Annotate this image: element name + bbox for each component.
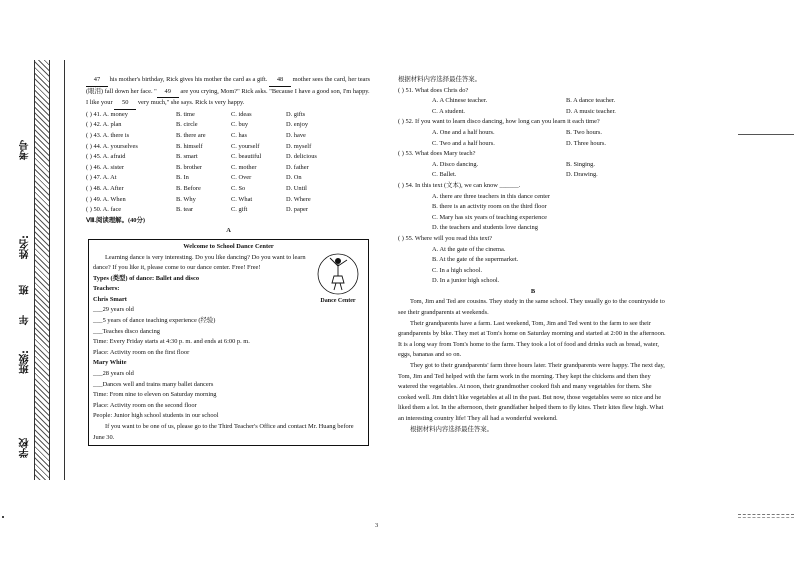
answer-d: D. A music teacher. [566, 107, 616, 115]
dance-center-badge: Dance Center [320, 297, 356, 304]
answer-b: B. Singing. [566, 160, 595, 168]
answer-a: A. A Chinese teacher. [432, 97, 488, 105]
answer-a: A. Disco dancing. [432, 160, 479, 168]
option-c: C. So [231, 184, 246, 192]
option-b: B. there are [176, 131, 206, 139]
option-c: C. buy [231, 121, 249, 129]
option-q: ( ) 47. A. At [86, 174, 117, 182]
option-d: D. Where [286, 195, 311, 203]
answer-b: B. Two hours. [566, 128, 603, 136]
spacer [398, 107, 432, 118]
blank-49: 49 [157, 87, 179, 99]
option-b: B. brother [176, 163, 202, 171]
label-grade-char: 年 [20, 315, 31, 325]
label-school: 学校 [20, 438, 31, 458]
notice-types: Types (类型) of dance: Ballet and disco [93, 274, 200, 282]
question-stem: ( ) 52. If you want to learn disco dancing, how long can you learn it each time? [398, 118, 600, 126]
option-row [86, 163, 371, 174]
label-class: 班级: [20, 350, 31, 374]
teacher-2-age: ___28 years old [93, 370, 134, 378]
label-name: 姓名: [20, 235, 31, 259]
option-c: C. yourself [231, 142, 260, 150]
blank-48: 48 [269, 75, 291, 87]
questions-51-53 [398, 86, 668, 181]
passage-a-label: A [226, 227, 231, 235]
option-q: ( ) 45. A. afraid [86, 153, 126, 161]
option-c: C. What [231, 195, 253, 203]
passage-b-label: B [530, 287, 536, 295]
blank-47: 47 [86, 75, 108, 87]
page-number: 3 [375, 522, 379, 529]
q55-stem: ( ) 55. Where will you read this text? [398, 234, 493, 242]
option-c: C. Over [231, 174, 252, 182]
option-c: C. has [231, 131, 247, 139]
option-row [86, 195, 371, 206]
right-margin-rule [738, 134, 794, 135]
cloze-text-1: his mother's birthday, Rick gives his mother the card as a gift. [109, 76, 268, 83]
spacer [398, 170, 432, 181]
label-class-char: 班 [20, 285, 31, 295]
option-b: B. himself [176, 142, 203, 150]
answer-row [398, 96, 668, 107]
spacer [398, 96, 432, 107]
teacher-1-time: Time: Every Friday starts at 4:30 p. m. and ends at 6:00 p. m. [93, 338, 250, 346]
right-column [398, 75, 668, 435]
option-q: ( ) 42. A. plan [86, 121, 122, 129]
q55-options [398, 245, 668, 287]
option-q: ( ) 49. A. When [86, 195, 126, 203]
right-margin-dash-1 [738, 514, 794, 515]
teacher-1-age: ___29 years old [93, 306, 134, 314]
notice-people: People: Junior high school students in our school [93, 412, 219, 420]
passage-b-paragraph: They got to their grandparents' farm three hours later. Their grandparents were happy. The next day, Tom, Jim and Ted helped with the farm work in the morning. They kept the chickens and then they watered the vegetables. At noon, their grandmother cooked fish and many vegetables for them. She cooked well. Jim didn't like vegetables at all in the past. But now, those vegetables were so nice and he liked them a lot. In the afternoon, their grandfather helped them to fly kites. Their kites flew high. What an interesting country life! They all had a wonderful weekend. [398, 362, 665, 422]
cloze-text-2: mother sees the card, her tears (眼泪) fall down her face. " [86, 76, 371, 95]
option-d: D. gifts [286, 110, 306, 118]
option-row [86, 120, 371, 131]
option-b: B. tear [176, 206, 194, 214]
blank-50: 50 [114, 98, 136, 110]
seal-line [64, 60, 65, 480]
q55-option: C. In a high school. [432, 266, 483, 274]
notice-teachers: Teachers: [93, 285, 120, 293]
answer-row [398, 170, 668, 181]
answer-c: C. Ballet. [432, 171, 457, 179]
dancer-illustration [314, 252, 362, 308]
option-b: B. Before [176, 184, 201, 192]
teacher-1-place: Place: Activity room on the first floor [93, 348, 190, 356]
teacher-2-time: Time: From nine to eleven on Saturday morning [93, 391, 217, 399]
answer-row [398, 139, 668, 150]
teacher-2-place: Place: Activity room on the second floor [93, 401, 197, 409]
option-d: D. On [286, 174, 302, 182]
option-row [86, 131, 371, 142]
option-q: ( ) 50. A. face [86, 206, 122, 214]
option-row [86, 142, 371, 153]
answer-d: D. Three hours. [566, 139, 606, 147]
question-stem: ( ) 53. What does Mary teach? [398, 150, 476, 158]
passage-b-paragraph: Their grandparents have a farm. Last weekend, Tom, Jim and Ted went to the farm to see their grandparents by bike. They met at Tom's home on Saturday morning and started at 2:00 in the afternoon. It is a long way from Tom's home to the farm. They took a lot of food and drinks such as bread, water, eggs, bananas and so on. [398, 319, 666, 359]
teacher-2-name: Mary White [93, 359, 127, 367]
cloze-text-3: are you crying, Mom?" Rick asks. "Because I have a good son, I'm happy. I like your [86, 87, 370, 107]
right-margin-dash-2 [738, 517, 794, 518]
q54-option: B. there is an activity room on the third floor [432, 203, 547, 211]
option-b: B. circle [176, 121, 198, 129]
notice-contact: If you want to be one of us, please go to the Third Teacher's Office and contact Mr. Huang before June 30. [93, 423, 354, 441]
section-heading: Ⅷ.阅读理解。(40分) [86, 216, 146, 224]
option-d: D. delicious [286, 153, 317, 161]
option-c: C. gift [231, 206, 248, 214]
option-d: D. enjoy [286, 121, 309, 129]
seal-line-hatch [34, 60, 50, 480]
q54-option: A. there are three teachers in this dance center [432, 192, 550, 200]
option-c: C. ideas [231, 110, 252, 118]
option-d: D. father [286, 163, 309, 171]
option-q: ( ) 44. A. yourselves [86, 142, 138, 150]
answer-c: C. Two and a half hours. [432, 139, 495, 147]
cloze-options [86, 110, 371, 216]
notice-title: Welcome to School Dance Center [183, 242, 274, 250]
option-q: ( ) 48. A. After [86, 184, 124, 192]
option-row [86, 110, 371, 121]
passage-b [398, 297, 668, 424]
option-row [86, 184, 371, 195]
teacher-1-experience: ___5 years of dance teaching experience (经验) [93, 317, 216, 325]
option-row [86, 152, 371, 163]
option-q: ( ) 46. A. sister [86, 163, 124, 171]
option-b: B. smart [176, 153, 198, 161]
passage-b-paragraph: Tom, Jim and Ted are cousins. They study in the same school. They usually go to the countryside to see their grandparents at weekends. [398, 298, 665, 317]
answer-row [398, 128, 668, 139]
teacher-1-teaches: ___Teaches disco dancing [93, 327, 160, 335]
dance-center-notice [88, 239, 369, 446]
teacher-2-skill: ___Dances well and trains many ballet dancers [93, 380, 214, 388]
q54-stem: ( ) 54. In this text (文本), we can know ______. [398, 181, 521, 189]
question-stem: ( ) 51. What does Chris do? [398, 86, 469, 94]
answer-a: A. One and a half hours. [432, 128, 495, 136]
instruction: 根据材料内容选择最佳答案。 [398, 76, 482, 83]
binding-margin [6, 60, 74, 490]
teacher-1-name: Chris Smart [93, 295, 127, 303]
option-b: B. time [176, 110, 195, 118]
option-row [86, 173, 371, 184]
spacer [398, 160, 432, 171]
answer-c: C. A student. [432, 107, 466, 115]
answer-d: D. Drawing. [566, 171, 598, 179]
q54-option: C. Mary has six years of teaching experience [432, 213, 547, 221]
left-column [86, 75, 371, 446]
cloze-passage-end [86, 75, 371, 110]
option-c: C. beautiful [231, 153, 262, 161]
label-exam-number: 考号 [20, 140, 31, 160]
cloze-text-4: very much," she says. Rick is very happy. [137, 99, 245, 107]
spacer [398, 139, 432, 150]
q54-options [398, 192, 668, 234]
option-d: D. paper [286, 206, 309, 214]
option-row [86, 205, 371, 216]
instruction-2: 根据材料内容选择最佳答案。 [410, 425, 494, 433]
q54-option: D. the teachers and students love dancing [432, 224, 538, 232]
option-b: B. Why [176, 195, 196, 203]
option-c: C. mother [231, 163, 257, 171]
answer-b: B. A dance teacher. [566, 97, 616, 105]
option-d: D. Until [286, 184, 307, 192]
option-b: B. In [176, 174, 189, 182]
spacer [398, 128, 432, 139]
notice-intro: Learning dance is very interesting. Do you like dancing? Do you want to learn dance? If you like it, please come to our dance center. Free! Free! [93, 253, 306, 272]
left-edge-dot [2, 516, 4, 518]
option-q: ( ) 43. A. there is [86, 131, 130, 139]
q55-option: B. At the gate of the supermarket. [432, 256, 519, 264]
answer-row [398, 160, 668, 171]
option-d: D. have [286, 131, 306, 139]
q55-option: D. In a junior high school. [432, 277, 500, 285]
q55-option: A. At the gate of the cinema. [432, 245, 506, 253]
option-d: D. myself [286, 142, 312, 150]
option-q: ( ) 41. A. money [86, 110, 128, 118]
answer-row [398, 107, 668, 118]
